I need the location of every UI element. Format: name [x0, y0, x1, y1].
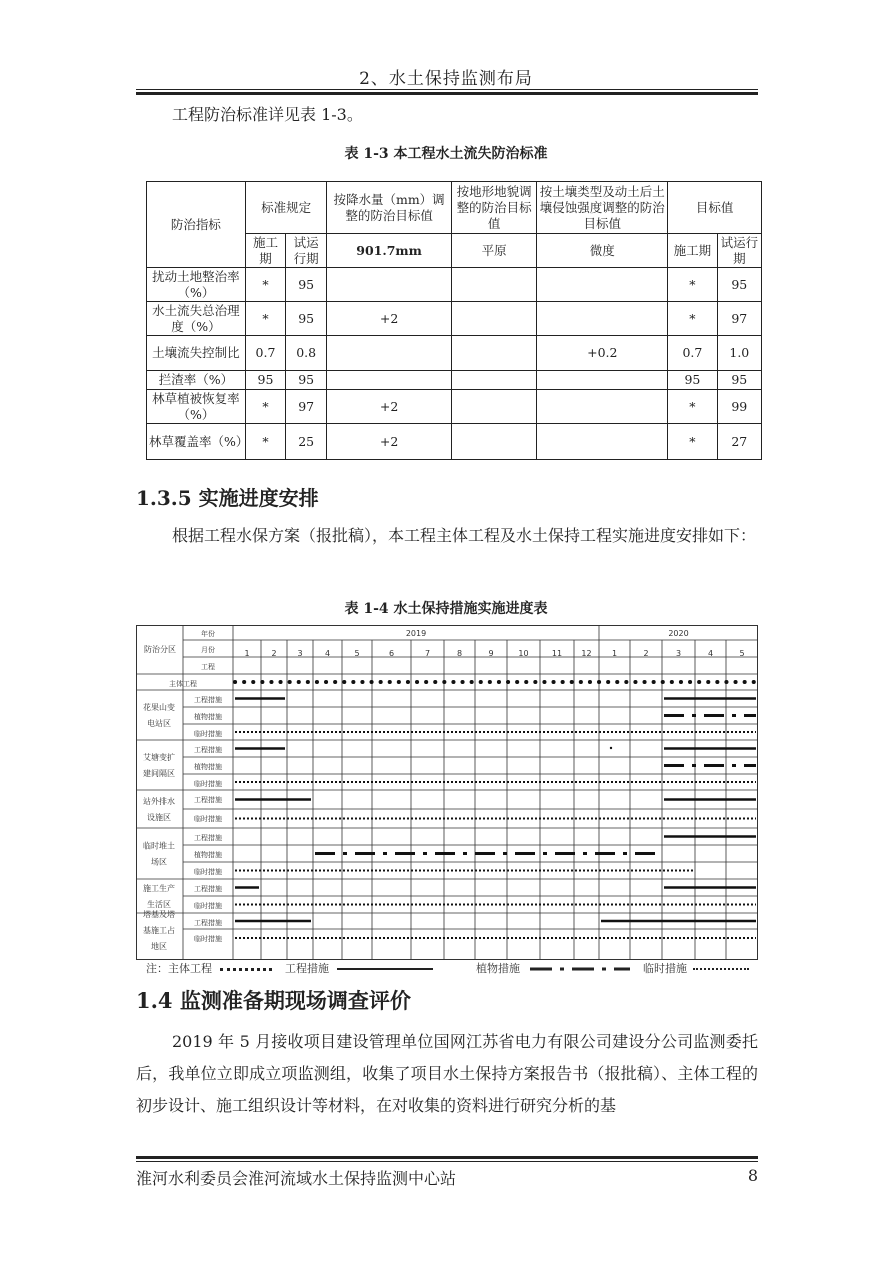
cell: [451, 390, 536, 424]
header-rule-thick: [136, 92, 758, 95]
cell: +2: [327, 424, 452, 460]
cell: 95: [245, 371, 285, 390]
legend-engineering-swatch: [337, 968, 433, 970]
measure-label: 工程措施: [194, 746, 222, 754]
month-label: 2: [271, 649, 277, 658]
cell: 97: [717, 302, 761, 336]
cell: *: [245, 302, 285, 336]
measure-label: 工程措施: [194, 834, 222, 842]
month-label: 4: [324, 649, 331, 658]
cell: 0.8: [286, 336, 327, 371]
zone-label: 电站区: [147, 719, 171, 728]
month-label: 3: [675, 649, 682, 658]
cell: *: [245, 268, 285, 302]
zone-label: 塔基及塔: [143, 910, 175, 919]
legend-plant-swatch: [530, 965, 630, 973]
zone-label: 建间隔区: [143, 769, 175, 778]
cell: *: [245, 390, 285, 424]
schedule-table: [136, 625, 758, 960]
zone-label: 基施工占: [143, 926, 175, 935]
zone-label: 花果山变: [143, 703, 175, 712]
measure-label: 临时措施: [194, 780, 222, 788]
table-row: [147, 336, 762, 371]
legend-main-swatch: [220, 968, 272, 971]
legend-plant-label: 植物措施: [476, 962, 520, 975]
target-sub-trial: 试运行期: [717, 234, 761, 268]
month-label: 6: [388, 649, 395, 658]
cell: 97: [286, 390, 327, 424]
legend-main-label: 主体工程: [168, 962, 212, 975]
row-name: 土壤流失控制比: [147, 336, 246, 371]
cell: 99: [717, 390, 761, 424]
header-standard: 标准规定: [245, 182, 326, 234]
row-name: 林草覆盖率（%）: [147, 424, 246, 460]
measure-label: 植物措施: [194, 713, 222, 721]
zone-label: 场区: [151, 857, 167, 867]
table-row: [147, 371, 762, 390]
header-terrain: 按地形地貌调整的防治目标值: [451, 182, 536, 234]
table-border: [137, 626, 758, 960]
table13-caption: 表 1-3 本工程水土流失防治标准: [344, 146, 548, 162]
cell: 27: [717, 424, 761, 460]
cell: [451, 371, 536, 390]
zone-label: 施工生产: [143, 884, 175, 893]
legend-note: 注：: [146, 962, 168, 975]
month-label: 5: [354, 649, 360, 658]
measure-label: 工程措施: [194, 796, 222, 804]
measure-label: 工程措施: [194, 919, 222, 927]
month-label: 12: [581, 649, 592, 658]
table-row: [147, 302, 762, 336]
cell: 0.7: [668, 336, 717, 371]
footer-rule-thin: [136, 1161, 758, 1162]
cell: +2: [327, 390, 452, 424]
terrain-value: 平原: [451, 234, 536, 268]
zone-label: 生活区: [147, 900, 171, 909]
year-2019: 2019: [405, 629, 427, 638]
cell: 95: [717, 371, 761, 390]
cell: [327, 371, 452, 390]
cell: [451, 336, 536, 371]
measure-label: 工程措施: [194, 696, 222, 704]
legend-temporary-swatch: [693, 968, 749, 970]
section-1-4-paragraph: 2019 年 5 月接收项目建设管理单位国网江苏省电力有限公司建设分公司监测委托后，我单位立即成立项监测组，收集了项目水土保持方案报告书（报批稿）、主体工程的初步设计、施工组织设计等材料，在对收集的资料进行研究分析的基: [136, 1032, 758, 1115]
zone-label: 站外排水: [143, 797, 175, 806]
month-label: 7: [424, 649, 431, 658]
month-label: 2: [643, 649, 649, 658]
cell: [537, 371, 668, 390]
year-label: 年份: [201, 630, 215, 638]
cell: [451, 268, 536, 302]
cell: *: [668, 390, 717, 424]
cell: *: [245, 424, 285, 460]
header-target: 目标值: [668, 182, 762, 234]
row-name: 拦渣率（%）: [147, 371, 246, 390]
sub-construction: 施工期: [245, 234, 285, 268]
cell: [537, 268, 668, 302]
main-project-label: 主体工程: [169, 680, 197, 688]
zone-header-label: 防治分区: [144, 645, 176, 654]
measure-label: 临时措施: [194, 902, 222, 910]
cell: *: [668, 302, 717, 336]
project-header-label: 工程: [201, 663, 215, 671]
measure-label: 植物措施: [194, 851, 222, 859]
cell: 25: [286, 424, 327, 460]
stray-dot: [610, 747, 612, 749]
header-indicator: 防治指标: [147, 182, 246, 268]
cell: 95: [717, 268, 761, 302]
cell: [537, 390, 668, 424]
section-1-3-5-heading: 1.3.5 实施进度安排: [136, 486, 319, 510]
zone-label: 地区: [151, 942, 167, 951]
footer-rule-thick: [136, 1156, 758, 1159]
month-label: 5: [739, 649, 745, 658]
legend-temporary-label: 临时措施: [643, 962, 687, 975]
month-header-label: 月份: [201, 646, 215, 654]
month-label: 10: [518, 649, 529, 658]
schedule-legend: [146, 960, 749, 976]
measure-label: 临时措施: [194, 868, 222, 876]
legend-engineering-label: 工程措施: [285, 962, 329, 975]
row-name: 水土流失总治理度（%）: [147, 302, 246, 336]
table-1-3: [146, 181, 762, 460]
cell: [537, 302, 668, 336]
cell: 95: [668, 371, 717, 390]
footer-organization: 淮河水利委员会淮河流域水土保持监测中心站: [136, 1169, 457, 1188]
zone-label: 设施区: [147, 813, 171, 822]
cell: 0.7: [245, 336, 285, 371]
month-label: 1: [244, 649, 250, 658]
cell: +2: [327, 302, 452, 336]
year-2020: 2020: [668, 629, 689, 638]
measure-label: 工程措施: [194, 885, 222, 893]
measure-label: 植物措施: [194, 763, 222, 771]
table-row: [147, 424, 762, 460]
sub-trial: 试运行期: [286, 234, 327, 268]
cell: 95: [286, 268, 327, 302]
cell: [451, 424, 536, 460]
month-label: 8: [456, 649, 463, 658]
month-label: 1: [611, 649, 618, 658]
header-soil: 按土壤类型及动土后土壤侵蚀强度调整的防治目标值: [537, 182, 668, 234]
month-label: 4: [707, 649, 714, 658]
table14-caption: 表 1-4 水土保持措施实施进度表: [344, 601, 548, 617]
header-rain: 按降水量（mm）调整的防治目标值: [327, 182, 452, 234]
month-label: 11: [551, 649, 563, 658]
cell: 95: [286, 302, 327, 336]
cell: [327, 336, 452, 371]
cell: 95: [286, 371, 327, 390]
zone-label: 艾塘变扩: [143, 753, 175, 762]
cell: *: [668, 268, 717, 302]
zone-label: 临时堆土: [143, 841, 175, 851]
target-sub-construction: 施工期: [668, 234, 717, 268]
schedule-grid: [136, 625, 758, 960]
row-name: 林草植被恢复率（%）: [147, 390, 246, 424]
section-1-4-heading: 1.4 监测准备期现场调查评价: [136, 988, 411, 1013]
cell: +0.2: [537, 336, 668, 371]
measure-label: 临时措施: [194, 730, 222, 738]
measure-label: 临时措施: [194, 935, 222, 943]
running-header: 2、水土保持监测布局: [359, 69, 533, 89]
table-row: [147, 390, 762, 424]
month-label: 9: [488, 649, 494, 658]
rain-value: 901.7mm: [327, 234, 452, 268]
section-1-3-5-paragraph: 根据工程水保方案（报批稿），本工程主体工程及水土保持工程实施进度安排如下：: [172, 526, 757, 545]
page-number: 8: [747, 1166, 758, 1185]
cell: [537, 424, 668, 460]
soil-value: 微度: [537, 234, 668, 268]
table-row: [147, 268, 762, 302]
month-label: 3: [297, 649, 303, 658]
cell: [451, 302, 536, 336]
intro-paragraph: 工程防治标准详见表 1-3。: [172, 105, 363, 124]
row-name: 扰动土地整治率（%）: [147, 268, 246, 302]
measure-label: 临时措施: [194, 815, 222, 823]
cell: [327, 268, 452, 302]
cell: *: [668, 424, 717, 460]
header-rule-thin: [136, 89, 758, 90]
cell: 1.0: [717, 336, 761, 371]
